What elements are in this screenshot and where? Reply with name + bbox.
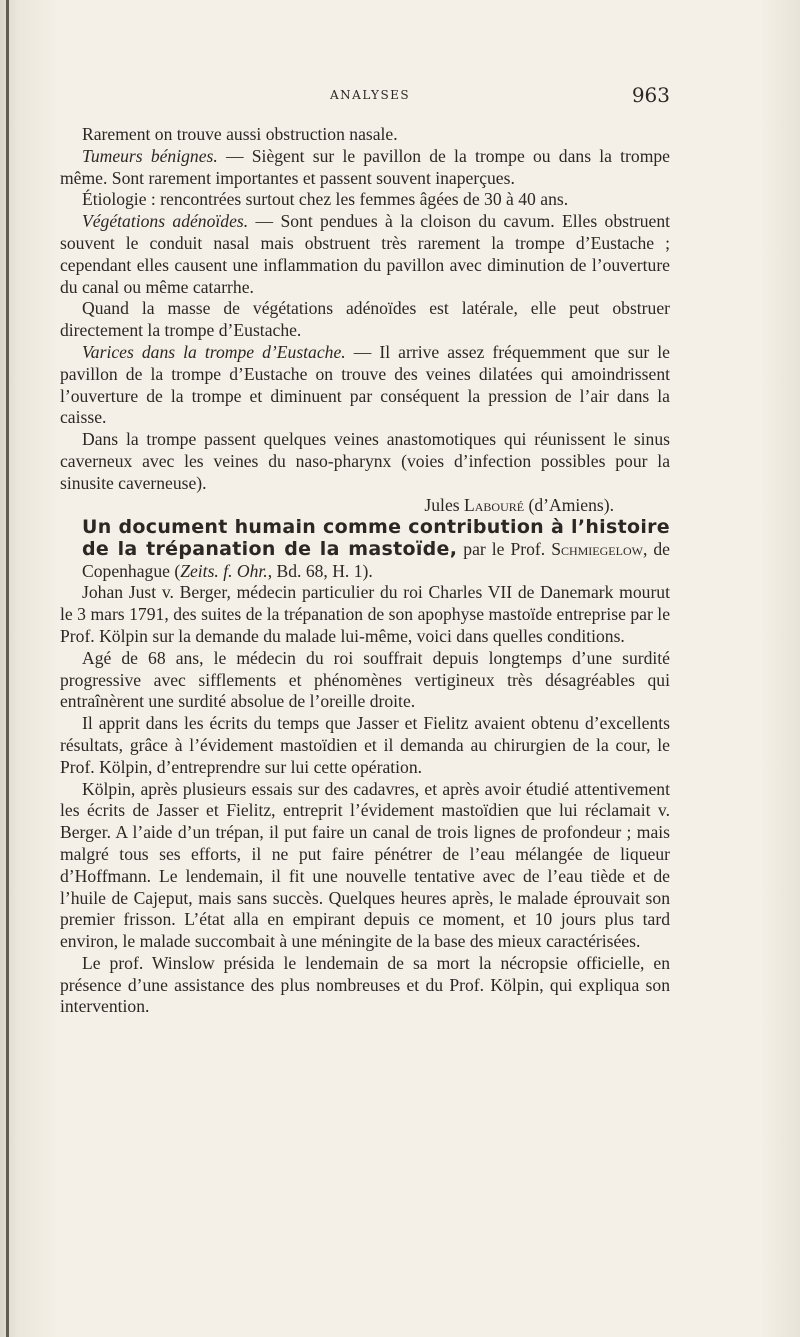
section-label: Varices dans la trompe d’Eustache. — [82, 341, 346, 362]
paragraph: Tumeurs bénignes. — Siègent sur le pavillon de la trompe ou dans la trompe même. Sont rarement importantes et passent souvent inaperçues. — [60, 145, 670, 188]
paragraph: Le prof. Winslow présida le lendemain de sa mort la nécropsie officielle, en présence d’une assistance des plus nombreuses et du Prof. Kölpin, qui expliqua son intervention. — [60, 952, 670, 1017]
section-label: Végétations adénoïdes. — [82, 211, 249, 232]
article-heading: Un document humain comme contribution à l’histoire de la trépanation de la mastoïde, par le Prof. Schmiegelow, de Copenhague (Zeits. f. Ohr., Bd. 68, H. 1). — [82, 516, 670, 582]
page-number: 963 — [631, 83, 670, 107]
paragraph: Agé de 68 ans, le médecin du roi souffrait depuis longtemps d’une surdité progressive avec sifflements et phénomènes vertigineux très désagréables qui entraînèrent une surdité absolue de l’oreille droite. — [60, 647, 670, 712]
paragraph: Johan Just v. Berger, médecin particulier du roi Charles VII de Danemark mourut le 3 mars 1791, des suites de la trépanation de son apophyse mastoïde entreprise par le Prof. Kölpin sur la demande du malade lui-même, voici dans quelles conditions. — [60, 582, 670, 646]
paragraph: Kölpin, après plusieurs essais sur des cadavres, et après avoir étudié attentivement les écrits de Jasser et Fielitz, entreprit l’évidement mastoïdien que lui réclamait v. Berger. A l’aide d’un trépan, il put faire un canal de trois lignes de profondeur ; mais malgré tous ses efforts, il ne put faire pénétrer de l’eau mélangée de liqueur d’Hoffmann. Le lendemain, il fit une nouvelle tentative avec de l’eau tiède et de l’huile de Cajeput, mais sans succès. Quelques heures après, le malade éprouvait son premier frisson. L’état alla en empirant depuis ce moment, et 10 jours plus tard environ, le malade succombait à une méningite de la base des mieux caractérisées. — [60, 778, 670, 952]
article-title: Un document humain comme contribution à l’histoire de la trépanation de la mastoïde, — [82, 516, 670, 561]
paragraph: Végétations adénoïdes. — Sont pendues à la cloison du cavum. Elles obstruent souvent le conduit nasal mais obstruent très rarement la trompe d’Eustache ; cependant elles causent une inflammation du pavillon avec diminution de l’ouverture du canal ou même catarrhe. — [60, 211, 671, 297]
page-body — [60, 124, 670, 1018]
paragraph: Quand la masse de végétations adénoïdes est latérale, elle peut obstruer directement la trompe d’Eustache. — [60, 298, 670, 341]
book-spine-shadow — [6, 0, 9, 1337]
journal-name: Zeits. f. Ohr. — [180, 561, 268, 582]
paragraph: Rarement on trouve aussi obstruction nasale. — [82, 124, 398, 144]
article-author: Schmiegelow — [551, 539, 643, 560]
section-label: Tumeurs bénignes. — [82, 145, 218, 166]
paragraph: Dans la trompe passent quelques veines anastomotiques qui réunissent le sinus caverneux avec les veines du naso-pharynx (voies d’infection possibles pour la sinusite caverneuse). — [60, 429, 670, 493]
paragraph: Varices dans la trompe d’Eustache. — Il arrive assez fréquemment que sur le pavillon de la trompe d’Eustache on trouve des veines dilatées qui amoindrissent l’ouverture de la trompe et diminuent par conséquent la pression de l’air dans la caisse. — [60, 341, 670, 428]
author-signature: Jules Labouré (d’Amiens). — [424, 494, 614, 515]
running-head: ANALYSES — [330, 88, 411, 102]
paragraph: Étiologie : rencontrées surtout chez les femmes âgées de 30 à 40 ans. — [82, 189, 569, 210]
page-header — [60, 83, 670, 112]
paragraph: Il apprit dans les écrits du temps que Jasser et Fielitz avaient obtenu d’excellents résultats, grâce à l’évidement mastoïdien et il demanda au chirurgien de la cour, le Prof. Kölpin, d’entreprendre sur lui cette opération. — [60, 713, 670, 777]
